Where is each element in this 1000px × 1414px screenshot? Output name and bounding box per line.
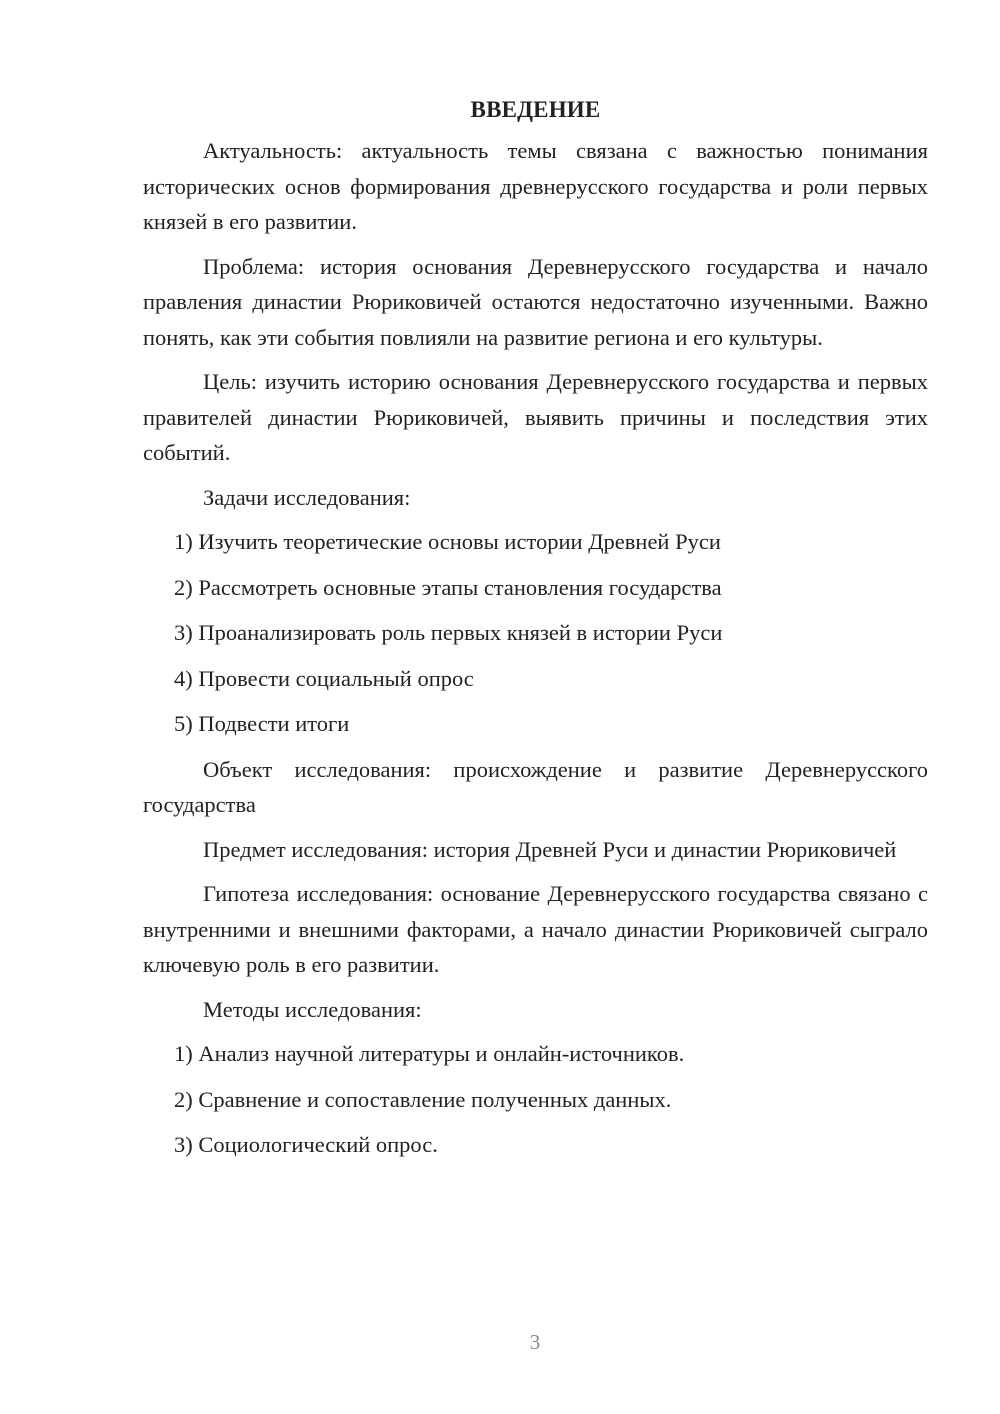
tasks-heading: Задачи исследования: <box>203 484 411 510</box>
method-item-2: 2) Сравнение и сопоставление полученных данных. <box>174 1086 672 1112</box>
problem-paragraph: Проблема: история основания Деревнерусского государства и начало правления династии Рюриковичей остаются недостаточно изученными. Важно понять, как эти события повлияли на развитие региона и его культуры. <box>143 253 928 350</box>
relevance-paragraph: Актуальность: актуальность темы связана с важностью понимания исторических основ формирования древнерусского государства и роли первых князей в его развитии. <box>143 138 928 234</box>
object-paragraph: Объект исследования: происхождение и развитие Деревнерусского государства <box>143 756 928 817</box>
task-item-1: 1) Изучить теоретические основы истории Древней Руси <box>174 529 721 554</box>
hypothesis-paragraph: Гипотеза исследования: основание Деревнерусского государства связано с внутренними и внешними факторами, а начало династии Рюриковичей сыграло ключевую роль в его развитии. <box>143 881 928 977</box>
subject-paragraph: Предмет исследования: история Древней Руси и династии Рюриковичей <box>203 836 897 862</box>
section-title: ВВЕДЕНИЕ <box>470 97 601 122</box>
method-item-1: 1) Анализ научной литературы и онлайн-источников. <box>174 1041 685 1066</box>
page-number: 3 <box>529 1330 541 1354</box>
task-item-3: 3) Проанализировать роль первых князей в истории Руси <box>174 620 723 645</box>
document-page <box>143 90 928 1173</box>
task-item-5: 5) Подвести итоги <box>174 711 350 736</box>
task-item-2: 2) Рассмотреть основные этапы становления государства <box>174 574 722 600</box>
goal-paragraph: Цель: изучить историю основания Деревнерусского государства и первых правителей династии Рюриковичей, выявить причины и последствия этих событий. <box>143 369 928 465</box>
methods-heading: Методы исследования: <box>203 996 422 1022</box>
task-item-4: 4) Провести социальный опрос <box>174 665 474 691</box>
method-item-3: 3) Социологический опрос. <box>174 1132 438 1157</box>
